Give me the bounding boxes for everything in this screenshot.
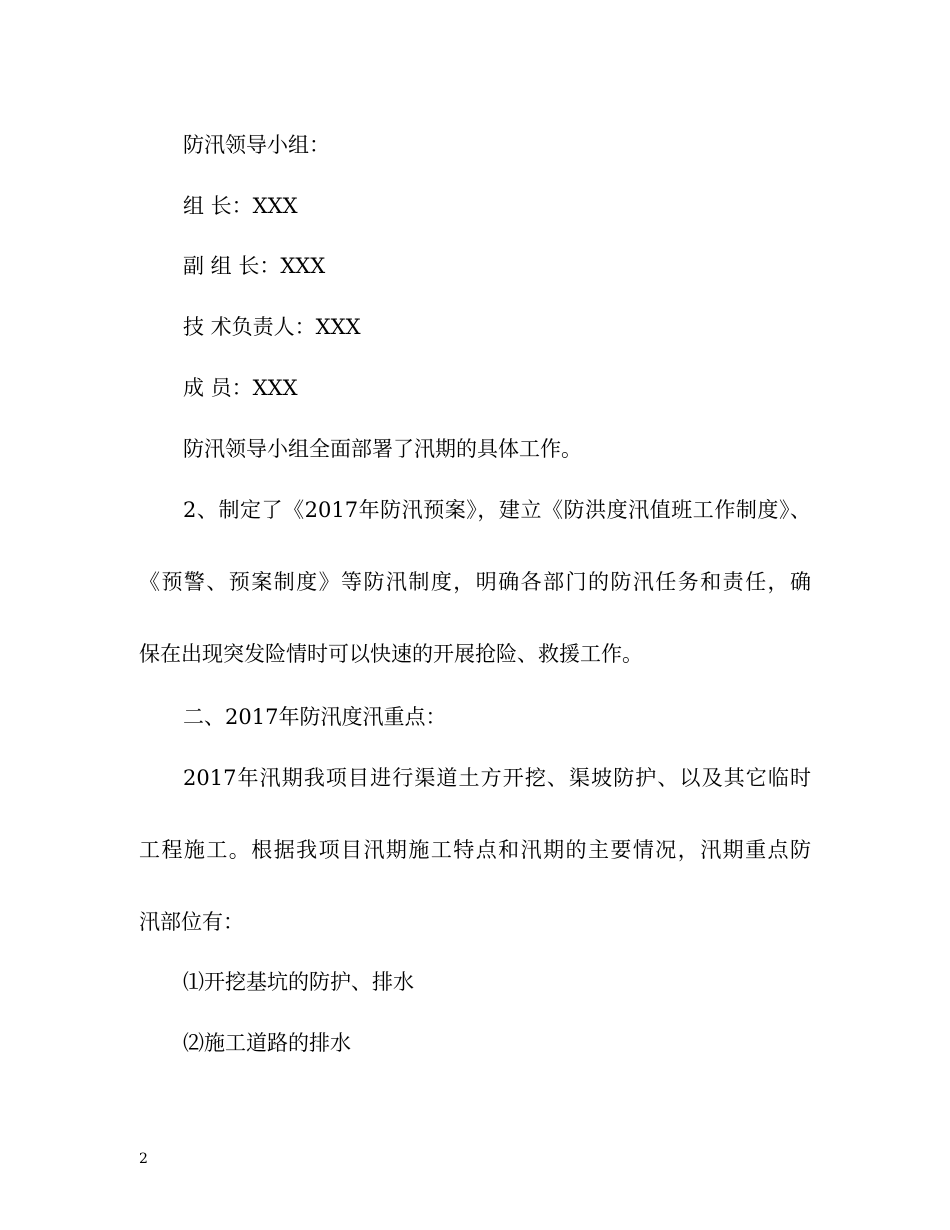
team-summary-line: 防汛领导小组全面部署了汛期的具体工作。 xyxy=(183,437,582,461)
list-item-1: ⑴开挖基坑的防护、排水 xyxy=(183,970,414,994)
paragraph-3-line-1: 2017年汛期我项目进行渠道土方开挖、渠坡防护、以及其它临时 xyxy=(183,766,811,790)
paragraph-heading-flood-team: 防汛领导小组： xyxy=(183,133,330,157)
deputy-leader-line: 副 组 长：XXX xyxy=(183,254,326,278)
paragraph-2-line-2: 《预警、预案制度》等防汛制度，明确各部门的防汛任务和责任，确 xyxy=(139,570,811,594)
list-item-2: ⑵施工道路的排水 xyxy=(183,1031,351,1055)
section-heading-key-points: 二、2017年防汛度汛重点： xyxy=(183,705,447,729)
members-line: 成 员：XXX xyxy=(183,376,298,400)
page-number: 2 xyxy=(139,1151,148,1167)
paragraph-2-line-3: 保在出现突发险情时可以快速的开展抢险、救援工作。 xyxy=(139,642,643,666)
paragraph-3-line-3: 汛部位有： xyxy=(139,910,244,934)
technical-lead-line: 技 术负责人：XXX xyxy=(183,315,361,339)
paragraph-3-line-2: 工程施工。根据我项目汛期施工特点和汛期的主要情况，汛期重点防 xyxy=(139,838,811,862)
team-leader-line: 组 长：XXX xyxy=(183,194,298,218)
paragraph-2-line-1: 2、制定了《2017年防汛预案》，建立《防洪度汛值班工作制度》、 xyxy=(183,498,811,522)
